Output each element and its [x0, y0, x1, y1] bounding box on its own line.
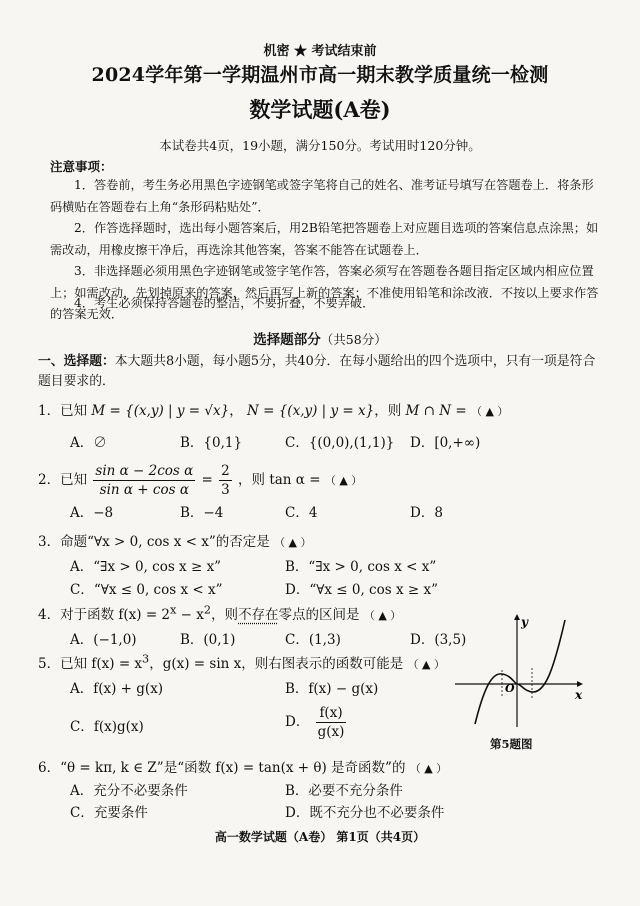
page-footer: 高一数学试题（A卷） 第1页（共4页） — [214, 830, 426, 844]
q4-stem-a: 对于函数 f(x) = 2 — [60, 607, 171, 623]
q2-val-den: 3 — [221, 482, 230, 498]
q2-stem-b: ，则 tan α = — [238, 472, 321, 488]
q6-blank: （ ▲ ） — [409, 762, 448, 775]
q3-stem: 命题“∀x > 0, cos x < x”的否定是 — [60, 534, 270, 550]
q2-num: 2． — [38, 472, 61, 488]
q2-option-d: D．8 — [410, 505, 443, 521]
q5-option-d-label: D． — [285, 714, 310, 730]
q3-option-a: A．“∃x > 0, cos x ≥ x” — [70, 559, 222, 575]
q5-option-d-fraction — [316, 704, 347, 741]
q1-option-a: A．∅ — [70, 435, 107, 451]
q3-blank: （ ▲ ） — [274, 536, 312, 549]
q6-option-c: C．充要条件 — [70, 805, 148, 821]
q5-option-d — [285, 704, 348, 741]
q3-option-d: D．“∀x ≤ 0, cos x ≥ x” — [285, 582, 438, 598]
y-label: y — [521, 615, 528, 629]
q4-option-a: A．(−1,0) — [70, 632, 137, 648]
q3-option-b: B．“∃x > 0, cos x < x” — [285, 559, 437, 575]
question-4 — [38, 603, 401, 623]
q2-eq: = — [201, 472, 213, 488]
q1-expr: M ∩ N = — [405, 403, 467, 419]
exam-subtitle: 数学试题(A卷) — [249, 97, 391, 122]
q4-option-d: D．(3,5) — [410, 632, 467, 648]
part1-text: 本大题共8小题，每小题5分，共40分．在每小题给出的四个选项中，只有一项是符合题目要求的． — [38, 354, 596, 389]
part1-instructions — [38, 352, 608, 392]
y-axis-arrow — [514, 614, 520, 620]
q4-sup-x: x — [170, 603, 177, 617]
q1-blank: （ ▲ ） — [470, 405, 509, 418]
confidential-mark: 机密 ★ 考试结束前 — [263, 44, 377, 59]
note-2: 2．作答选择题时，选出每小题答案后，用2B铅笔把答题卷上对应题目选项的答案信息点涂黑；如需改动，用橡皮擦干净后，再选涂其他答案，答案不能答在试题卷上． — [50, 221, 599, 257]
q5-optd-num: f(x) — [316, 704, 347, 723]
q1-option-b: B．{0,1} — [180, 435, 243, 451]
q5-option-c: C．f(x)g(x) — [70, 719, 144, 735]
section-title-sub: （共58分） — [320, 332, 387, 347]
q5-stem-a: 已知 f(x) = x — [60, 656, 143, 672]
q1-stem-a: 已知 — [60, 403, 88, 419]
q5-option-a: A．f(x) + g(x) — [70, 681, 164, 697]
note-1: 1．答卷前，考生务必用黑色字迹钢笔或签字笔将自己的姓名、准考证号填写在答题卷上．将条形码横贴在答题卷右上角“条形码粘贴处”． — [50, 178, 594, 214]
q1-stem-b: ，则 — [374, 403, 402, 419]
exam-intro: 本试卷共4页，19小题，满分150分。考试用时120分钟。 — [159, 138, 481, 153]
q6-num: 6． — [38, 760, 61, 776]
q4-blank: （ ▲ ） — [363, 609, 402, 622]
q5-num: 5． — [38, 656, 61, 672]
q6-option-d: D．既不充分也不必要条件 — [285, 805, 445, 821]
q1-set-n: N = {(x,y) | y = x} — [247, 403, 375, 419]
q2-stem-a: 已知 — [60, 472, 88, 488]
figure-caption: 第5题图 — [490, 737, 533, 751]
question-3 — [38, 530, 312, 550]
q2-fraction — [93, 462, 195, 499]
q5-sup-3: 3 — [142, 652, 150, 666]
notes-title: 注意事项： — [50, 159, 113, 174]
question-6 — [38, 756, 447, 776]
question-2 — [38, 462, 362, 499]
q4-num: 4． — [38, 607, 61, 623]
q5-stem-b: ，g(x) = sin x，则右图表示的函数可能是 — [149, 656, 404, 672]
q2-frac-den: sin α + cos α — [99, 482, 189, 498]
q2-val-num: 2 — [221, 463, 230, 479]
q4-stem-b: − x — [176, 607, 204, 623]
q4-stem-c: ，则 — [211, 607, 239, 623]
exam-title: 2024学年第一学期温州市高一期末教学质量统一检测 — [91, 64, 549, 86]
q5-blank: （ ▲ ） — [407, 658, 445, 671]
part1-label: 一、选择题： — [38, 354, 115, 369]
q6-stem: “θ = kπ, k ∈ Z”是“函数 f(x) = tan(x + θ) 是奇函数”的 — [60, 760, 406, 776]
q5-option-b: B．f(x) − g(x) — [285, 681, 379, 697]
question-5 — [38, 652, 445, 672]
section-title — [0, 328, 640, 348]
note-4: 4．考生必须保持答题卷的整洁，不要折叠，不要弄破． — [74, 296, 375, 310]
q2-option-a: A．−8 — [70, 505, 114, 521]
q4-stem-d: 零点的区间是 — [278, 607, 360, 623]
q4-option-c: C．(1,3) — [285, 632, 341, 648]
question-1: 1．已知 M = {(x,y) | y = √x}， N = {(x,y) | y = x}，则 M ∩ N = （ ▲ ） — [38, 403, 509, 419]
q2-frac-num: sin α − 2cos α — [95, 463, 194, 479]
q4-option-b: B．(0,1) — [180, 632, 236, 648]
x-label: x — [575, 688, 583, 702]
q4-emphasis: 不存在 — [238, 607, 279, 623]
x-axis-arrow — [577, 681, 583, 687]
q5-optd-den: g(x) — [317, 724, 345, 740]
q2-option-b: B．−4 — [180, 505, 224, 521]
function-curve — [475, 620, 565, 724]
q2-option-c: C．4 — [285, 505, 318, 521]
q4-sup-2: 2 — [203, 603, 212, 617]
section-title-text: 选择题部分 — [253, 332, 321, 348]
q2-blank: （ ▲ ） — [324, 474, 363, 487]
q6-option-b: B．必要不充分条件 — [285, 783, 403, 799]
origin-label: O — [505, 682, 515, 695]
q1-num: 1． — [38, 403, 61, 419]
note-3: 3．非选择题必须用黑色字迹钢笔或签字笔作答，答案必须写在答题卷各题目指定区域内相应位置上；如需改动，先划掉原来的答案，然后再写上新的答案；不准使用铅笔和涂改液．不按以上要求作答的答案无效． — [50, 264, 599, 321]
q3-option-c: C．“∀x ≤ 0, cos x < x” — [70, 582, 223, 598]
q1-option-c: C．{(0,0),(1,1)} — [285, 435, 395, 451]
q6-option-a: A．充分不必要条件 — [70, 783, 188, 799]
q1-set-m: M = {(x,y) | y = √x} — [91, 403, 230, 419]
q1-option-d: D．[0,+∞) — [410, 435, 481, 451]
q3-num: 3． — [38, 534, 61, 550]
q2-value-fraction — [219, 462, 232, 499]
q5-graph-figure — [455, 612, 585, 727]
